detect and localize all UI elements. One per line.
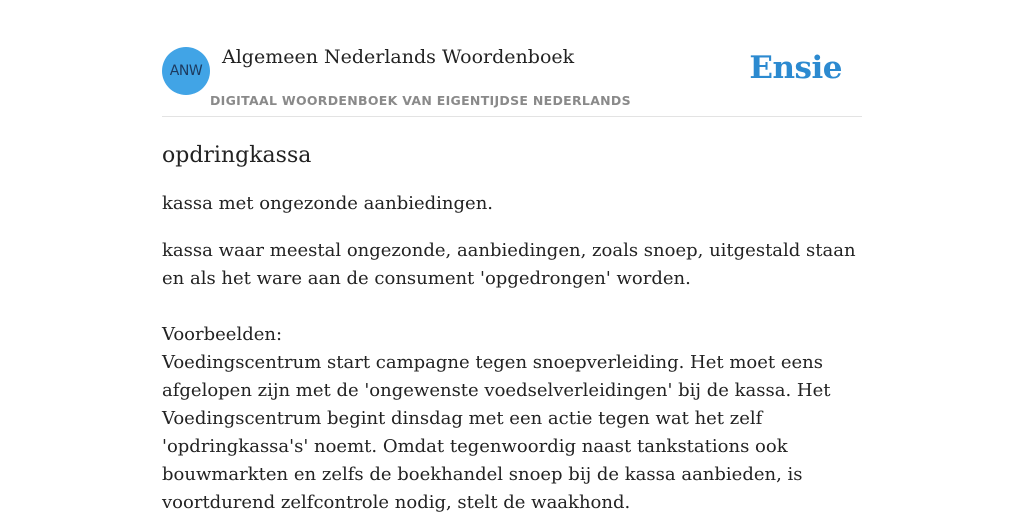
site-subtitle: DIGITAAL WOORDENBOEK VAN EIGENTIJDSE NEDERLANDS bbox=[210, 93, 631, 108]
long-definition: kassa waar meestal ongezonde, aanbiedingen, zoals snoep, uitgestald staan en als het ware aan de consument 'opgedrongen' worden. bbox=[162, 240, 856, 289]
site-header bbox=[162, 0, 862, 117]
examples-section bbox=[162, 321, 862, 512]
entry-word: opdringkassa bbox=[162, 143, 312, 168]
ensie-brand-link[interactable]: Ensie bbox=[749, 50, 842, 86]
anw-logo[interactable] bbox=[162, 47, 210, 95]
examples-label: Voorbeelden: bbox=[162, 324, 283, 345]
short-definition: kassa met ongezonde aanbiedingen. bbox=[162, 193, 494, 214]
site-title[interactable]: Algemeen Nederlands Woordenboek bbox=[222, 46, 575, 68]
example-text: Voedingscentrum start campagne tegen snoepverleiding. Het moet eens afgelopen zijn met de 'ongewenste voedselverleidingen' bij de kassa. Het Voedingscentrum begint dinsdag met een actie tegen wat het zelf 'opdringkassa's' noemt. Omdat tegenwoordig naast tankstations ook bouwmarkten en zelfs de boekhandel snoep bij de kassa aanbieden, is voortdurend zelfcontrole nodig, stelt de waakhond. bbox=[162, 352, 831, 512]
logo-text: ANW bbox=[169, 63, 203, 79]
page bbox=[162, 0, 862, 512]
